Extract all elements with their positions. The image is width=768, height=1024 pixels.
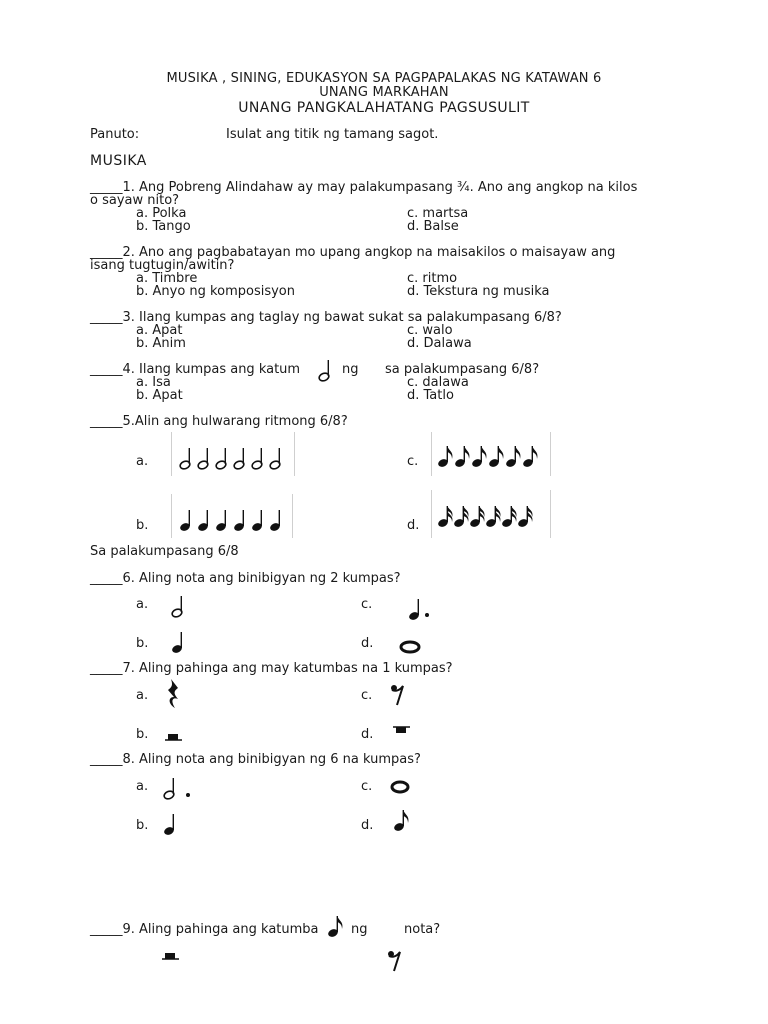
half-note-icon: [317, 358, 333, 382]
q6-option-c-label: c.: [361, 597, 373, 612]
q1-option-d: d. Balse: [407, 219, 459, 234]
rhythm-half-notes: [171, 432, 295, 476]
quarter-note-icon: [162, 812, 178, 836]
eighth-rest-icon: [387, 950, 403, 972]
q2-option-b: b. Anyo ng komposisyon: [136, 284, 295, 299]
rhythm-eighth-notes: [431, 432, 551, 476]
q8-option-b-label: b.: [136, 818, 149, 833]
q3-option-d: d. Dalawa: [407, 336, 472, 351]
question-4-part3: sa palakumpasang 6/8?: [385, 362, 540, 377]
question-3: _____3. Ilang kumpas ang taglay ng bawat sukat sa palakumpasang 6/8?: [90, 310, 562, 325]
quarter-rest-icon: [165, 678, 183, 710]
eighth-note-icon: [326, 914, 348, 940]
half-rest-icon: [165, 733, 183, 743]
half-note-icon: [170, 594, 186, 618]
q1-option-a: a. Polka: [136, 206, 187, 221]
instructions-text: Isulat ang titik ng tamang sagot.: [226, 127, 439, 142]
q8-option-d-label: d.: [361, 818, 374, 833]
q5-option-a-label: a.: [136, 454, 149, 469]
eighth-rest-icon: [390, 684, 406, 706]
question-7: _____7. Aling pahinga ang may katumbas na 1 kumpas?: [90, 661, 453, 676]
q7-option-c-label: c.: [361, 688, 373, 703]
q3-option-a: a. Apat: [136, 323, 183, 338]
instructions-label: Panuto:: [90, 127, 140, 142]
quarter-note-icon: [170, 630, 186, 654]
question-9-part1: _____9. Aling pahinga ang katumba: [90, 922, 319, 937]
q8-option-a-label: a.: [136, 779, 149, 794]
rhythm-quarter-notes: [171, 494, 293, 538]
question-9-part3: nota?: [404, 922, 441, 937]
q3-option-b: b. Anim: [136, 336, 186, 351]
q4-option-c: c. dalawa: [407, 375, 469, 390]
q4-option-a: a. Isa: [136, 375, 171, 390]
question-1-cont: o sayaw nito?: [90, 193, 180, 208]
question-2: _____2. Ano ang pagbabatayan mo upang angkop na maisakilos o maisayaw ang: [90, 245, 616, 260]
q5-option-c-label: c.: [407, 454, 419, 469]
q1-option-c: c. martsa: [407, 206, 469, 221]
q3-option-c: c. walo: [407, 323, 453, 338]
half-rest-icon: [162, 952, 180, 962]
q7-option-b-label: b.: [136, 727, 149, 742]
q2-option-c: c. ritmo: [407, 271, 458, 286]
whole-rest-icon: [393, 725, 411, 735]
eighth-note-icon: [392, 808, 414, 836]
doc-title-line2: UNANG MARKAHAN: [319, 85, 449, 100]
question-4-part2: ng: [342, 362, 359, 377]
question-4-part1: _____4. Ilang kumpas ang katum: [90, 362, 301, 377]
q5-option-b-label: b.: [136, 518, 149, 533]
question-1: _____1. Ang Pobreng Alindahaw ay may palakumpasang ¾. Ano ang angkop na kilos: [90, 180, 638, 195]
q4-option-d: d. Tatlo: [407, 388, 454, 403]
question-5: _____5.Alin ang hulwarang ritmong 6/8?: [90, 414, 348, 429]
q6-option-a-label: a.: [136, 597, 149, 612]
q8-option-c-label: c.: [361, 779, 373, 794]
dotted-quarter-note-icon: [407, 597, 433, 621]
doc-title-line1: MUSIKA , SINING, EDUKASYON SA PAGPAPALAKAS NG KATAWAN 6: [166, 71, 602, 86]
time-signature-note: Sa palakumpasang 6/8: [90, 544, 239, 559]
dotted-half-note-icon: [162, 776, 194, 800]
doc-title-line3: UNANG PANGKALAHATANG PAGSUSULIT: [238, 100, 530, 116]
q5-option-d-label: d.: [407, 518, 420, 533]
whole-note-icon: [398, 640, 422, 654]
q7-option-d-label: d.: [361, 727, 374, 742]
q7-option-a-label: a.: [136, 688, 149, 703]
q4-option-b: b. Apat: [136, 388, 183, 403]
q6-option-b-label: b.: [136, 636, 149, 651]
question-9-part2: ng: [351, 922, 368, 937]
q1-option-b: b. Tango: [136, 219, 191, 234]
rhythm-sixteenth-notes: [431, 490, 551, 538]
question-6: _____6. Aling nota ang binibigyan ng 2 kumpas?: [90, 571, 401, 586]
question-8: _____8. Aling nota ang binibigyan ng 6 na kumpas?: [90, 752, 421, 767]
q2-option-a: a. Timbre: [136, 271, 198, 286]
question-2-cont: isang tugtugin/awitin?: [90, 258, 235, 273]
q2-option-d: d. Tekstura ng musika: [407, 284, 550, 299]
section-heading: MUSIKA: [90, 153, 147, 169]
q6-option-d-label: d.: [361, 636, 374, 651]
whole-note-icon: [388, 780, 412, 794]
